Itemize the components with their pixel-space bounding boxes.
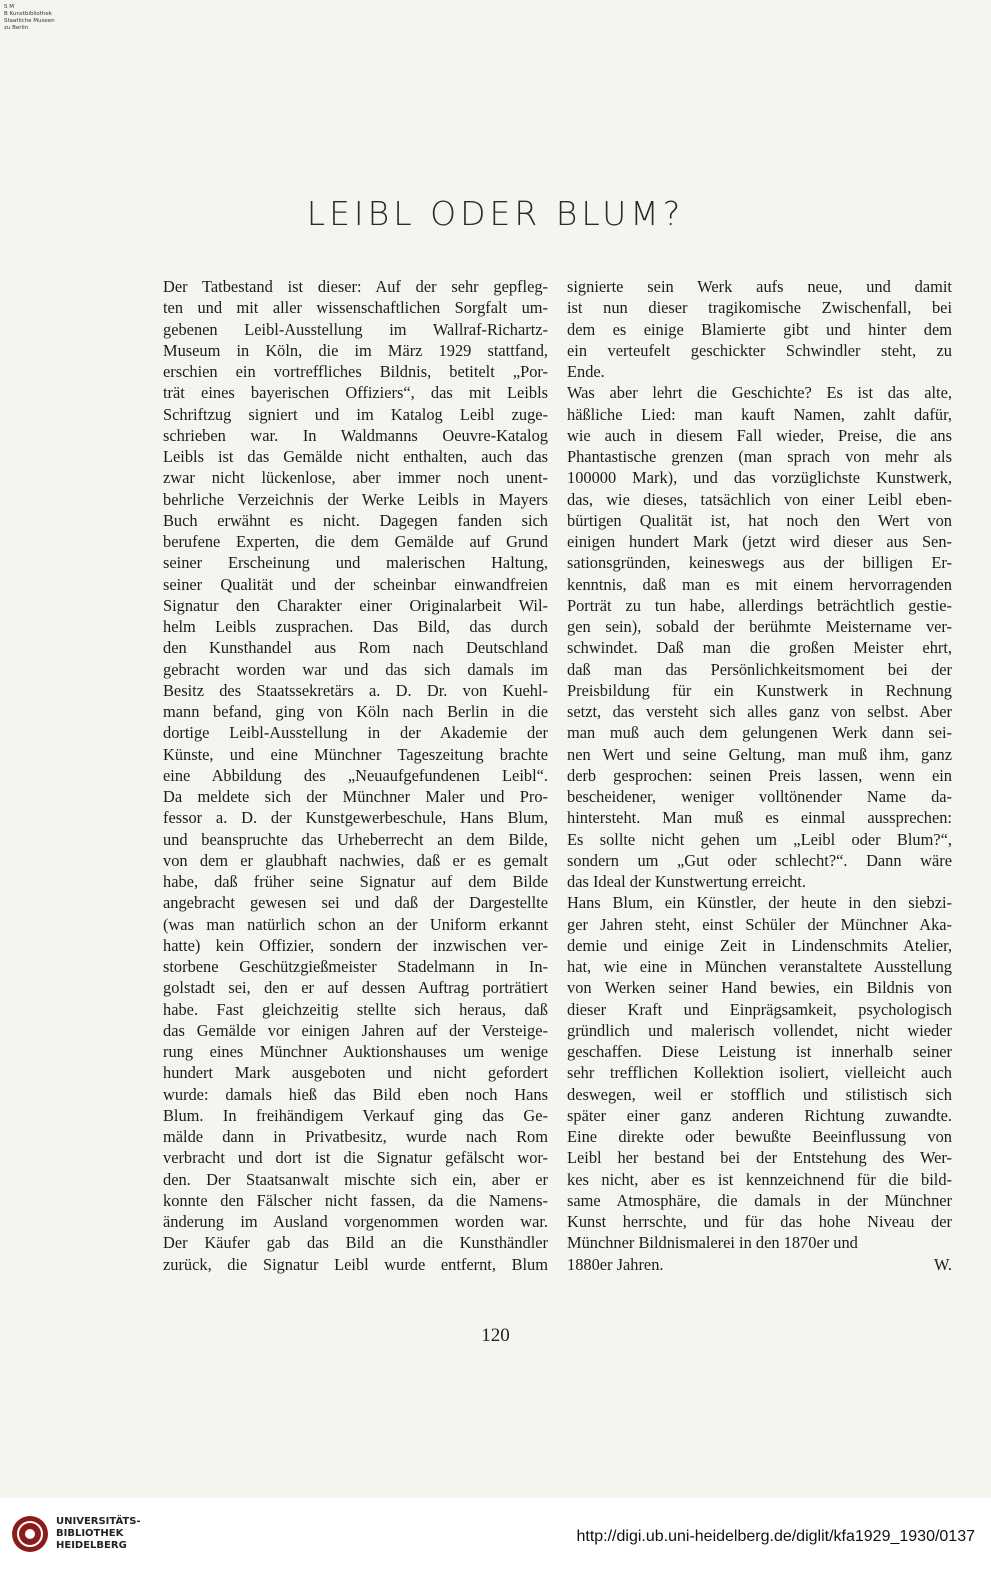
text-line: eine Abbildung des „Neuaufgefundenen Leibl“. <box>163 765 548 785</box>
text-line: gebracht worden war und das sich damals im <box>163 659 548 679</box>
text-line: Leibl her bestand bei der Entstehung des Wer- <box>567 1148 952 1168</box>
text-line: Besitz des Staatssekretärs a. D. Dr. von Kuehl- <box>163 680 548 700</box>
right-paragraph-1 <box>567 276 952 382</box>
text-line: gen sein), sobald der berühmte Meistername ver- <box>567 617 952 636</box>
text-line: Schriftzug signiert und im Katalog Leibl zuge- <box>163 404 548 424</box>
digitization-footer <box>0 1498 991 1579</box>
stamp-line: S M <box>4 4 14 10</box>
text-line: zwar nicht lückenlose, aber immer noch unent- <box>163 468 548 488</box>
text-line: bürtigen Qualität ist, hat noch den Wert von <box>567 510 952 530</box>
page-number: 120 <box>481 1325 510 1346</box>
right-column <box>567 276 952 1275</box>
text-line: Leibls ist das Gemälde nicht enthalten, auch das <box>163 447 548 466</box>
text-line: ein verteufelt geschickter Schwindler steht, zu <box>567 340 952 360</box>
permalink-url[interactable]: http://digi.ub.uni-heidelberg.de/diglit/kfa1929_1930/0137 <box>576 1528 975 1545</box>
text-line: das Ideal der Kunstwertung erreicht. <box>567 872 806 891</box>
text-line: ger Jahren steht, einst Schüler der Münchner Aka- <box>567 914 952 934</box>
library-name-line: HEIDELBERG <box>56 1540 127 1551</box>
text-line: mann befand, ging von Köln nach Berlin in die <box>163 702 548 721</box>
right-paragraph-3 <box>567 892 952 1253</box>
text-line: dieser Kraft und Einprägsamkeit, psychologisch <box>567 999 952 1019</box>
closing-text: 1880er Jahren. <box>567 1254 664 1274</box>
text-line: Hans Blum, ein Künstler, der heute in den siebzi- <box>567 893 952 913</box>
text-line: Da meldete sich der Münchner Maler und Pro- <box>163 787 548 806</box>
text-line: golstadt sei, den er auf dessen Auftrag porträtiert <box>163 978 548 998</box>
text-line: Kunst herrschte, und für das hohe Niveau der <box>567 1212 952 1231</box>
article-title: LEIBL ODER BLUM? <box>306 194 685 233</box>
text-line: kes nicht, aber es ist kennzeichnend für die bild- <box>567 1169 952 1189</box>
text-line: den Kunsthandel aus Rom nach Deutschland <box>163 638 548 658</box>
text-line: das Gemälde vor einigen Jahren auf der Versteige- <box>163 1020 548 1040</box>
text-line: Phantastische grenzen (man sprach von mehr als <box>567 447 952 466</box>
text-line: schwindet. Daß man die großen Meister ehrt, <box>567 638 952 658</box>
text-line: Was aber lehrt die Geschichte? Es ist das alte, <box>567 383 952 403</box>
text-line: und beanspruchte das Urheberrecht an dem Bilde, <box>163 829 548 849</box>
text-line: später einer ganz anderen Richtung zuwandte. <box>567 1105 952 1125</box>
text-line: änderung im Ausland vorgenommen worden war. <box>163 1212 548 1231</box>
text-line: Der Tatbestand ist dieser: Auf der sehr gepfleg- <box>163 277 548 296</box>
text-line: Künste, und eine Münchner Tageszeitung brachte <box>163 744 548 764</box>
text-line: gebenen Leibl-Ausstellung im Wallraf-Richartz- <box>163 319 548 339</box>
library-name-line: BIBLIOTHEK <box>56 1528 124 1539</box>
text-line: gründlich und malerisch vollendet, nicht wieder <box>567 1020 952 1040</box>
text-line: geschaffen. Diese Leistung ist innerhalb seiner <box>567 1042 952 1061</box>
text-line: helm Leibls zusprachen. Das Bild, das durch <box>163 617 548 636</box>
text-line: seiner Qualität und der scheinbar einwandfreien <box>163 574 548 594</box>
text-line: erschien ein vortreffliches Bildnis, betitelt „Por- <box>163 362 548 381</box>
text-line: den. Der Staatsanwalt mischte sich ein, aber er <box>163 1169 548 1189</box>
text-line: derb gesprochen: seinen Preis lassen, wenn ein <box>567 765 952 785</box>
text-line: Signatur den Charakter einer Originalarbeit Wil- <box>163 595 548 615</box>
closing-line <box>567 1254 952 1275</box>
text-line: ten und mit aller wissenschaftlichen Sorgfalt um- <box>163 298 548 318</box>
text-line: signierte sein Werk aufs neue, und damit <box>567 277 952 296</box>
text-line: bescheidener, weniger volltönender Name da- <box>567 787 952 806</box>
text-line: Blum. In freihändigem Verkauf ging das Ge- <box>163 1105 548 1125</box>
text-line: einigen hundert Mark (jetzt wird dieser aus Sen- <box>567 532 952 551</box>
text-line: schrieben war. In Waldmanns Oeuvre-Katalog <box>163 425 548 445</box>
text-line: trät eines bayerischen Offiziers“, das mit Leibls <box>163 383 548 403</box>
text-line: fessor a. D. der Kunstgewerbeschule, Hans Blum, <box>163 808 548 828</box>
stamp-line: zu Berlin <box>4 25 29 31</box>
text-line: habe. Fast gleichzeitig stellte sich heraus, daß <box>163 999 548 1019</box>
text-line: verbracht und dort ist die Signatur gefälscht wor- <box>163 1148 548 1168</box>
text-line: dem es einige Blamierte gibt und hinter dem <box>567 319 952 339</box>
text-line: 100000 Mark), und das vorzüglichste Kunstwerk, <box>567 468 952 488</box>
text-line: mälde dann in Privatbesitz, wurde nach Rom <box>163 1127 548 1146</box>
text-line: hintersteht. Man muß es einmal aussprechen: <box>567 808 952 828</box>
university-seal-icon <box>10 1514 50 1554</box>
text-line: Ende. <box>567 362 605 381</box>
left-column <box>163 276 548 1275</box>
text-line: hatte) kein Offizier, sondern der inzwischen ver- <box>163 935 548 955</box>
text-line: häßliche Lied: man kauft Namen, zahlt dafür, <box>567 404 952 424</box>
text-line: berufene Experten, die dem Gemälde auf Grund <box>163 532 548 551</box>
text-line: konnte den Fälscher nicht fassen, da die Namens- <box>163 1190 548 1210</box>
text-line: sationsgründen, keineswegs aus der billigen Er- <box>567 553 952 573</box>
text-line: seiner Erscheinung und malerischen Haltung, <box>163 553 548 573</box>
text-line: storbene Geschützgießmeister Stadelmann in In- <box>163 957 548 976</box>
text-line: zurück, die Signatur Leibl wurde entfernt, Blum <box>163 1254 548 1274</box>
text-line: sehr trefflichen Kollektion isoliert, vielleicht auch <box>567 1063 952 1083</box>
text-line: (was man natürlich schon an der Uniform erkannt <box>163 914 548 934</box>
text-line: hat, wie eine in München veranstaltete Ausstellung <box>567 957 952 976</box>
text-line: kenntnis, daß man es mit einem hervorragenden <box>567 574 952 594</box>
text-line: same Atmosphäre, die damals in der Münchner <box>567 1190 952 1210</box>
text-line: das, wie dieses, tatsächlich von einer Leibl eben- <box>567 489 952 509</box>
text-line: dortige Leibl-Ausstellung in der Akademie der <box>163 723 548 743</box>
text-line: angebracht gewesen sei und daß der Dargestellte <box>163 893 548 913</box>
library-name-line: UNIVERSITÄTS- <box>56 1516 141 1527</box>
author-signature: W. <box>933 1254 952 1274</box>
stamp-line: Staatliche Museen <box>4 18 55 24</box>
text-line: wie auch in diesem Fall wieder, Preise, die ans <box>567 425 952 445</box>
text-line: Museum in Köln, die im März 1929 stattfand, <box>163 340 548 360</box>
text-line: habe, daß früher seine Signatur auf dem Bilde <box>163 872 548 891</box>
library-stamp <box>4 4 55 32</box>
text-line: Eine direkte oder bewußte Beeinflussung von <box>567 1127 952 1146</box>
text-line: wurde: damals hieß das Bild eben noch Hans <box>163 1084 548 1104</box>
text-line: deswegen, weil er stofflich und stilistisch sich <box>567 1084 952 1104</box>
text-line: behrliche Verzeichnis der Werke Leibls in Mayers <box>163 489 548 509</box>
text-line: von dem er glaubhaft nachwies, daß er es gemalt <box>163 850 548 870</box>
text-line: man muß auch dem gelungenen Werk dann sei- <box>567 723 952 743</box>
text-line: Buch erwähnt es nicht. Dagegen fanden sich <box>163 510 548 530</box>
text-line: sondern um „Gut oder schlecht?“. Dann wäre <box>567 850 952 870</box>
text-line: Der Käufer gab das Bild an die Kunsthändler <box>163 1233 548 1253</box>
text-line: ist nun dieser tragikomische Zwischenfall, bei <box>567 298 952 318</box>
text-line: hundert Mark ausgeboten und nicht gefordert <box>163 1063 548 1083</box>
text-line: rung eines Münchner Auktionshauses um wenige <box>163 1042 548 1061</box>
text-line: demie und einige Zeit in Lindenschmits Atelier, <box>567 935 952 955</box>
text-line: Es sollte nicht gehen um „Leibl oder Blum?“, <box>567 829 952 849</box>
library-name <box>56 1516 141 1552</box>
text-line: von Werken seiner Hand bewies, ein Bildnis von <box>567 978 952 998</box>
text-line: daß man das Persönlichkeitsmoment bei der <box>567 659 952 679</box>
text-line: Preisbildung für ein Kunstwerk in Rechnung <box>567 680 952 700</box>
text-line: nen Wert und seine Geltung, man muß ihm, ganz <box>567 744 952 764</box>
right-paragraph-2 <box>567 382 952 892</box>
text-line: setzt, das versteht sich alles ganz von selbst. Aber <box>567 702 952 721</box>
text-line: Porträt zu tun habe, allerdings beträchtlich gestie- <box>567 595 952 615</box>
text-line: Münchner Bildnismalerei in den 1870er und <box>567 1233 858 1253</box>
stamp-line: B Kunstbibliothek <box>4 11 52 17</box>
